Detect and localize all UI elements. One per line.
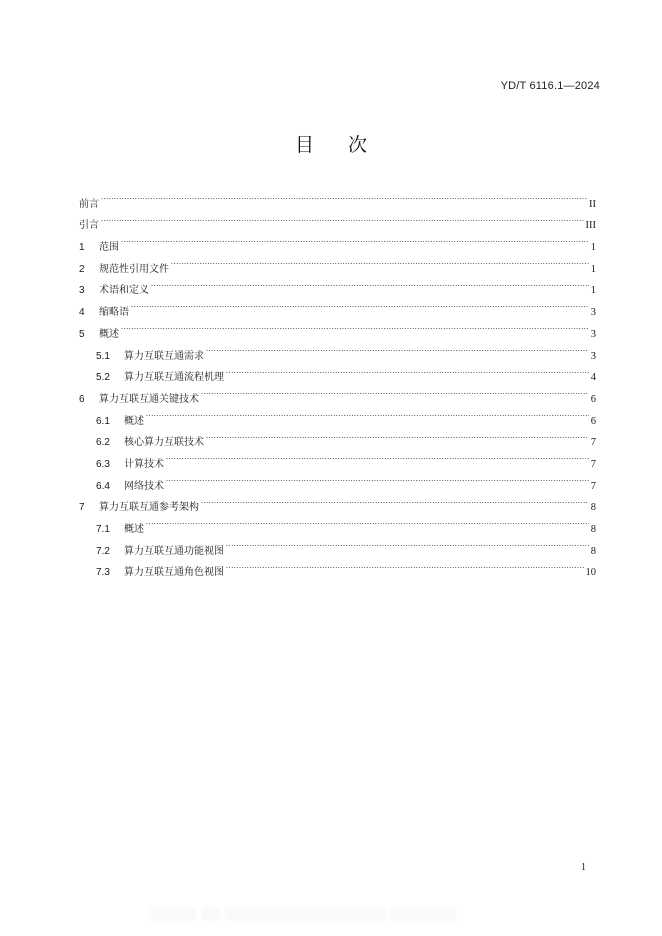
toc-entry[interactable] (79, 185, 596, 210)
toc-entry-number: 4 (79, 307, 85, 319)
toc-entry-page: III (585, 220, 596, 232)
toc-dot-leader (151, 272, 589, 294)
toc-entry-page: 8 (590, 502, 596, 514)
toc-dot-leader (226, 554, 585, 576)
toc-entry-page: 3 (590, 328, 596, 340)
toc-entry-page: 1 (590, 263, 596, 275)
toc-entry-number: 2 (79, 263, 85, 275)
toc-dot-leader (121, 315, 589, 337)
toc-entry-number: 7.2 (96, 545, 110, 557)
toc-entry-title: 算力互联互通需求 (124, 350, 204, 362)
toc-entry-page: 1 (590, 242, 596, 254)
toc-dot-leader (146, 402, 589, 424)
toc-entry-number: 6.2 (96, 437, 110, 449)
watermark: ▒▒▒▒▒ ▒▒ ▒▒▒▒▒▒▒▒▒▒▒▒▒▒▒▒▒ ▒▒▒▒▒▒▒ (150, 908, 457, 921)
toc-entry-page: 7 (590, 437, 596, 449)
toc-entry[interactable] (79, 532, 596, 557)
toc-entry-title: 核心算力互联技术 (124, 437, 204, 449)
toc-entry-title: 缩略语 (99, 307, 129, 319)
toc-dot-leader (201, 380, 589, 402)
toc-entry-number: 6.4 (96, 480, 110, 492)
toc-entry-title: 概述 (124, 524, 144, 535)
toc-entry[interactable] (79, 207, 596, 232)
toc-entry-title: 算力互联互通功能视图 (124, 545, 224, 557)
toc-entry-page: 8 (590, 545, 596, 557)
toc-entry[interactable] (79, 424, 596, 449)
toc-entry-number: 5.2 (96, 372, 110, 384)
toc-entry-page: 7 (590, 480, 596, 492)
toc-entry-number: 6.1 (96, 415, 110, 427)
toc-entry-page: 4 (590, 372, 596, 384)
toc-entry[interactable] (79, 250, 596, 275)
toc-entry[interactable] (79, 510, 596, 535)
toc-entry-title: 计算技术 (124, 458, 164, 470)
toc-entry-title: 前言 (79, 198, 99, 210)
toc-entry-page: 10 (585, 567, 596, 579)
toc-dot-leader (101, 207, 585, 229)
toc-entry-title: 概述 (99, 328, 119, 340)
toc-entry-title: 算力互联互通关键技术 (99, 393, 199, 405)
toc-dot-leader (101, 185, 588, 207)
toc-entry-page: 3 (590, 350, 596, 362)
toc-entry-title: 算力互联互通流程机理 (124, 372, 224, 384)
toc-entry[interactable] (79, 272, 596, 297)
toc-entry[interactable] (79, 228, 596, 254)
toc-entry[interactable] (79, 402, 596, 427)
toc-entry-number: 7 (79, 502, 85, 514)
toc-entry-title: 规范性引用文件 (99, 263, 169, 275)
toc-entry-page: 6 (590, 393, 596, 405)
toc-entry-page: 7 (590, 458, 596, 470)
page-number: 1 (581, 862, 586, 873)
toc-entry-title: 概述 (124, 415, 144, 427)
document-code: YD/T 6116.1—2024 (500, 80, 600, 92)
toc-entry-page: II (589, 198, 596, 210)
toc-dot-leader (206, 337, 589, 359)
toc-entry-title: 引言 (79, 220, 99, 232)
toc-dot-leader (166, 445, 589, 467)
toc-entry-number: 7.3 (96, 567, 110, 579)
toc-dot-leader (131, 293, 589, 315)
toc-entry-page: 1 (590, 285, 596, 297)
toc-entry-page: 8 (590, 524, 596, 535)
toc-entry-title: 术语和定义 (99, 285, 149, 297)
toc-entry[interactable] (79, 293, 596, 319)
toc-dot-leader (121, 228, 589, 250)
toc-entry-page: 3 (590, 307, 596, 319)
toc-dot-leader (206, 424, 589, 446)
toc-entry[interactable] (79, 337, 596, 362)
toc-entry-number: 6.3 (96, 458, 110, 470)
toc-entry-title: 网络技术 (124, 480, 164, 492)
toc-entry-number: 5.1 (96, 350, 110, 362)
toc-entry-number: 6 (79, 393, 85, 405)
toc-entry-title: 范围 (99, 242, 119, 254)
toc-entry-number: 3 (79, 285, 85, 297)
toc-dot-leader (226, 359, 589, 381)
toc-dot-leader (226, 532, 589, 554)
toc-dot-leader (201, 489, 589, 511)
table-of-contents (79, 185, 596, 579)
toc-dot-leader (171, 250, 589, 272)
toc-entry-page: 6 (590, 415, 596, 427)
toc-entry-number: 5 (79, 328, 85, 340)
toc-entry-number: 1 (79, 242, 85, 254)
toc-entry-title: 算力互联互通角色视图 (124, 567, 224, 579)
toc-dot-leader (146, 510, 589, 532)
toc-entry-number: 7.1 (96, 524, 110, 535)
toc-dot-leader (166, 467, 589, 489)
toc-entry-title: 算力互联互通参考架构 (99, 502, 199, 514)
toc-title: 目次 (294, 134, 401, 156)
toc-entry[interactable] (79, 315, 596, 340)
